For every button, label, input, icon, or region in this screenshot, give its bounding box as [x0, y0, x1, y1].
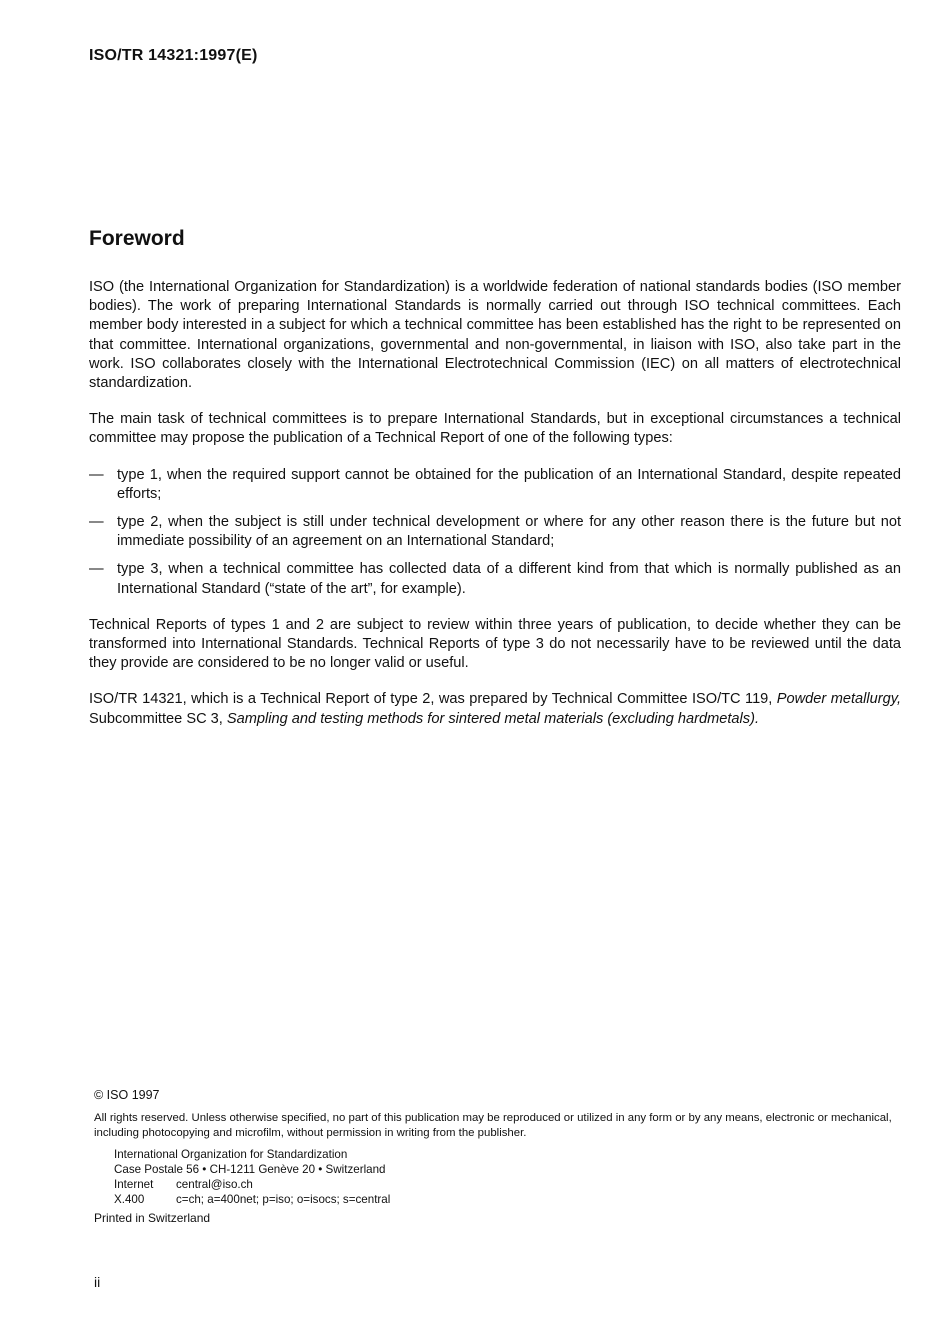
internet-value: central@iso.ch: [176, 1178, 253, 1191]
copyright-line: © ISO 1997: [94, 1088, 160, 1102]
paragraph-main-task: The main task of technical committees is to prepare International Standards, but in exceptional circumstances a technical committee may propose the publication of a Technical Report of one of the following types:: [89, 411, 901, 447]
preparation-intro: ISO/TR 14321, which is a Technical Report of type 2, was prepared by Technical Committee ISO/TC 119,: [89, 691, 777, 708]
committee-name: Powder metallurgy,: [776, 691, 902, 708]
x400-row: [114, 1192, 906, 1207]
list-item-text: type 2, when the subject is still under technical development or where for any other reason there is the future but not immediate possibility of an agreement on an International Standard;: [117, 514, 901, 550]
list-dash: —: [89, 561, 104, 578]
copyright-block: [94, 1088, 906, 1226]
foreword-body: [89, 278, 901, 746]
list-item: [89, 513, 901, 551]
list-dash: —: [89, 466, 104, 483]
foreword-heading: Foreword: [89, 227, 185, 250]
x400-label: X.400: [114, 1193, 145, 1206]
report-types-list: [89, 466, 901, 599]
list-dash: —: [89, 514, 104, 531]
page-number: ii: [94, 1274, 101, 1290]
internet-row: [114, 1177, 906, 1192]
paragraph-review: Technical Reports of types 1 and 2 are subject to review within three years of publication, to decide whether they can be transformed into International Standards. Technical Reports of type 3 do not necessarily have to be reviewed until the data they provide are considered to be no longer valid or useful.: [89, 616, 901, 672]
paragraph-iso-intro: ISO (the International Organization for Standardization) is a worldwide federation of national standards bodies (ISO member bodies). The work of preparing International Standards is normally carried out through ISO technical committees. Each member body interested in a subject for which a technical committee has been established has the right to be represented on that committee. International organizations, governmental and non-governmental, in liaison with ISO, also take part in the work. ISO collaborates closely with the International Electrotechnical Commission (IEC) on all matters of electrotechnical standardization.: [89, 279, 901, 392]
document-id: ISO/TR 14321:1997(E): [89, 47, 258, 64]
x400-value: c=ch; a=400net; p=iso; o=isocs; s=central: [176, 1193, 391, 1206]
printed-in: Printed in Switzerland: [94, 1211, 211, 1225]
publisher-address: [94, 1147, 906, 1207]
subcommittee-name: Sampling and testing methods for sintered metal materials (excluding hardmetals).: [226, 710, 760, 727]
publisher-postal: Case Postale 56 • CH-1211 Genève 20 • Switzerland: [114, 1163, 386, 1176]
paragraph-preparation: [89, 690, 901, 728]
rights-notice: All rights reserved. Unless otherwise specified, no part of this publication may be reproduced or utilized in any form or by any means, electronic or mechanical, including photocopying and microfilm, without permission in writing from the publisher.: [94, 1112, 892, 1139]
list-item-text: type 3, when a technical committee has collected data of a different kind from that which is normally published as an International Standard (“state of the art”, for example).: [117, 561, 901, 597]
list-item: [89, 466, 901, 504]
list-item: [89, 560, 901, 598]
internet-label: Internet: [114, 1178, 154, 1191]
list-item-text: type 1, when the required support cannot be obtained for the publication of an International Standard, despite repeated efforts;: [117, 466, 901, 502]
preparation-mid: Subcommittee SC 3,: [89, 710, 227, 727]
publisher-org: International Organization for Standardization: [114, 1148, 348, 1161]
